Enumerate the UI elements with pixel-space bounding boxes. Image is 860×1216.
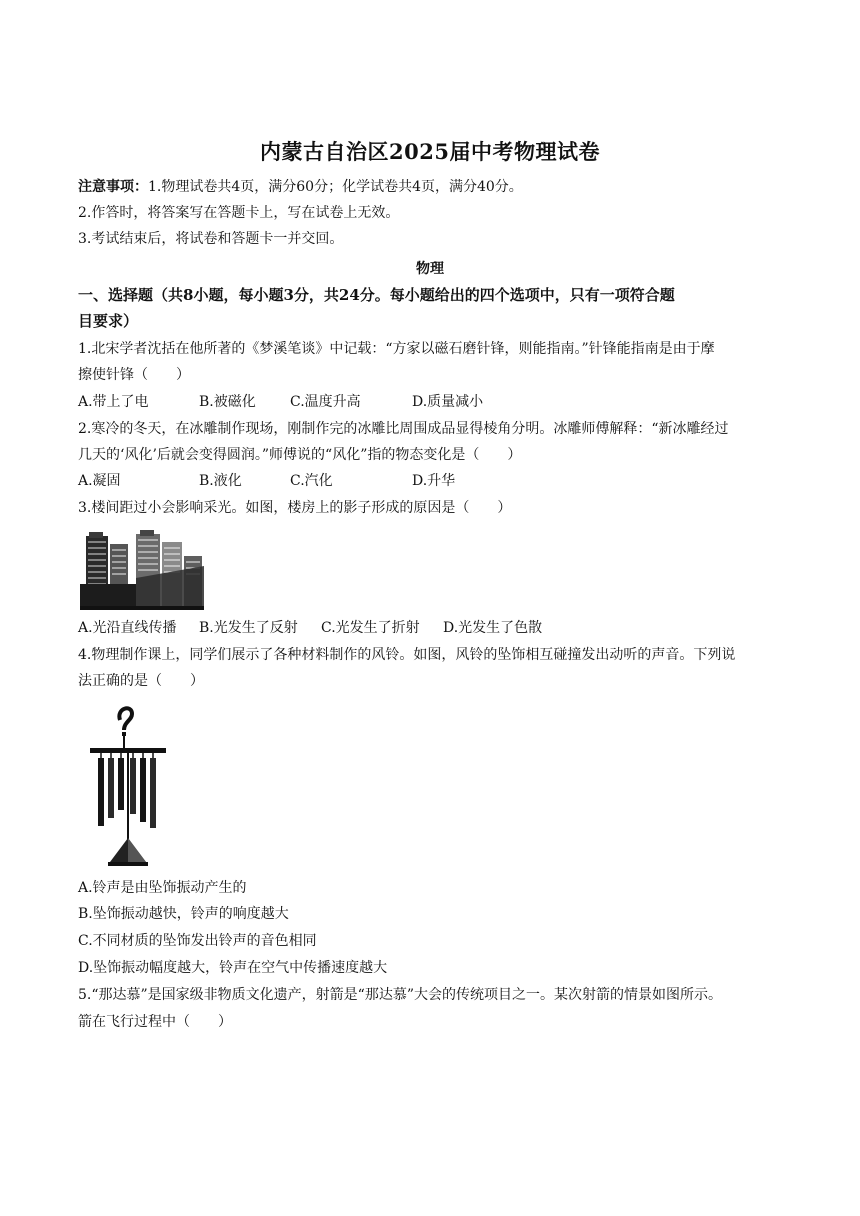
notes-line-3: 3.考试结束后，将试卷和答题卡一并交回。 [78, 231, 344, 247]
subject-heading: 物理 [416, 261, 444, 277]
q5-stem-line-1: 5.“那达慕”是国家级非物质文化遗产，射箭是“那达慕”大会的传统项目之一。某次射箭的情景如图所示。 [78, 987, 722, 1003]
q1-option-c: C.温度升高 [290, 394, 361, 410]
buildings-shadow-figure [80, 528, 204, 610]
notes-line-2: 2.作答时，将答案写在答题卡上，写在试卷上无效。 [78, 205, 400, 221]
q2-option-a: A.凝固 [78, 473, 121, 489]
q4-option-b: B.坠饰振动越快，铃声的响度越大 [78, 906, 289, 922]
q2-option-d: D.升华 [412, 473, 456, 489]
q2-option-c: C.汽化 [290, 473, 333, 489]
q3-option-b: B.光发生了反射 [199, 620, 298, 636]
notes-text-1: 1.物理试卷共4页，满分60分；化学试卷共4页，满分40分。 [148, 179, 523, 195]
q1-stem-line-2: 擦使针锋（ ） [78, 367, 190, 383]
q3-option-c: C.光发生了折射 [321, 620, 420, 636]
q1-option-a: A.带上了电 [78, 394, 149, 410]
q4-option-a: A.铃声是由坠饰振动产生的 [78, 880, 247, 896]
q2-option-b: B.液化 [199, 473, 242, 489]
wind-chime-figure [84, 702, 174, 870]
q1-stem-line-1: 1.北宋学者沈括在他所著的《梦溪笔谈》中记载：“方家以磁石磨针锋，则能指南。”针锋能指南是由于摩 [78, 341, 715, 357]
q2-stem-line-1: 2.寒冷的冬天，在冰雕制作现场，刚制作完的冰雕比周围成品显得棱角分明。冰雕师傅解释：“新冰雕经过 [78, 421, 729, 437]
notes-line-1 [78, 178, 523, 196]
q5-stem-line-2: 箭在飞行过程中（ ） [78, 1014, 232, 1030]
section-heading-line-2: 目要求） [78, 312, 139, 330]
section-heading-line-1: 一、选择题（共8小题，每小题3分，共24分。每小题给出的四个选项中，只有一项符合题 [78, 286, 675, 304]
q1-option-b: B.被磁化 [199, 394, 256, 410]
q4-option-c: C.不同材质的坠饰发出铃声的音色相同 [78, 933, 317, 949]
q1-option-d: D.质量减小 [412, 394, 484, 410]
q3-stem-line-1: 3.楼间距过小会影响采光。如图，楼房上的影子形成的原因是（ ） [78, 500, 512, 516]
q3-option-d: D.光发生了色散 [443, 620, 543, 636]
q2-stem-line-2: 几天的‘风化’后就会变得圆润。”师傅说的“风化”指的物态变化是（ ） [78, 447, 522, 463]
q3-option-a: A.光沿直线传播 [78, 620, 177, 636]
q4-stem-line-2: 法正确的是（ ） [78, 673, 204, 689]
q4-stem-line-1: 4.物理制作课上，同学们展示了各种材料制作的风铃。如图，风铃的坠饰相互碰撞发出动听的声音。下列说 [78, 647, 736, 663]
q4-option-d: D.坠饰振动幅度越大，铃声在空气中传播速度越大 [78, 960, 388, 976]
notes-label: 注意事项： [78, 179, 148, 195]
page-title: 内蒙古自治区2025届中考物理试卷 [260, 139, 600, 164]
